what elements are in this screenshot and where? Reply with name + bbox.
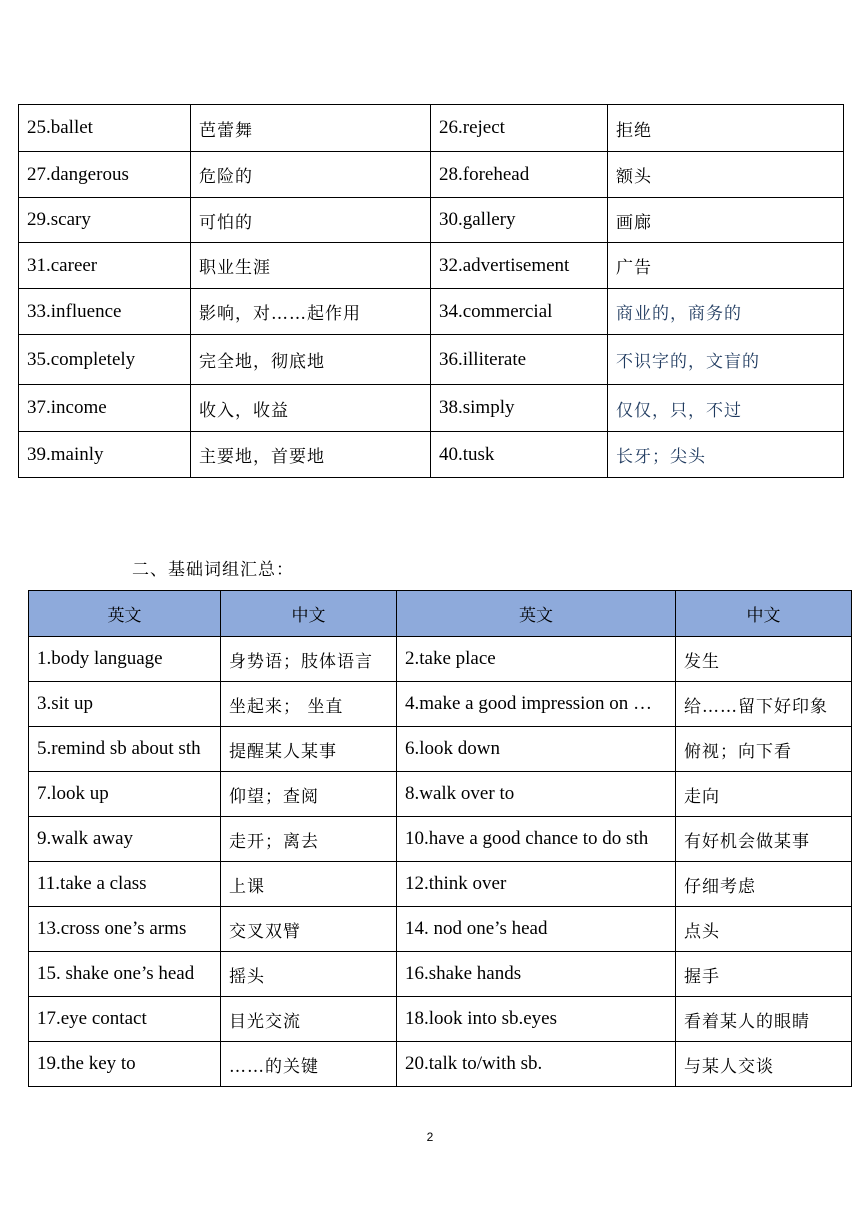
vocab-english: 25.ballet [19, 105, 191, 152]
vocab-row [19, 243, 844, 289]
phrase-chinese: 握手 [676, 952, 852, 997]
phrase-row [29, 772, 852, 817]
phrase-english: 3.sit up [29, 682, 221, 727]
vocab-english: 33.influence [19, 289, 191, 335]
phrase-chinese: 走开；离去 [221, 817, 397, 862]
phrase-row [29, 862, 852, 907]
phrase-row [29, 682, 852, 727]
section-heading: 二、基础词组汇总： [132, 560, 294, 580]
vocab-english: 32.advertisement [431, 243, 608, 289]
phrase-chinese: 目光交流 [221, 997, 397, 1042]
vocab-row [19, 152, 844, 198]
vocab-english: 27.dangerous [19, 152, 191, 198]
vocab-english: 31.career [19, 243, 191, 289]
vocab-row [19, 432, 844, 478]
phrase-chinese: 发生 [676, 637, 852, 682]
phrase-chinese: 与某人交谈 [676, 1042, 852, 1087]
phrase-english: 8.walk over to [397, 772, 676, 817]
phrase-row [29, 1042, 852, 1087]
phrase-row [29, 817, 852, 862]
phrase-chinese: ……的关键 [221, 1042, 397, 1087]
phrase-english: 18.look into sb.eyes [397, 997, 676, 1042]
vocab-english: 26.reject [431, 105, 608, 152]
vocab-chinese: 影响，对……起作用 [191, 289, 431, 335]
phrase-english: 4.make a good impression on … [397, 682, 676, 727]
phrase-english: 13.cross one’s arms [29, 907, 221, 952]
phrase-english: 11.take a class [29, 862, 221, 907]
phrase-english: 9.walk away [29, 817, 221, 862]
phrase-chinese: 仔细考虑 [676, 862, 852, 907]
vocab-chinese: 画廊 [608, 198, 844, 243]
vocab-table [18, 104, 844, 478]
phrase-english: 1.body language [29, 637, 221, 682]
vocab-row [19, 105, 844, 152]
vocab-english: 29.scary [19, 198, 191, 243]
phrase-english: 12.think over [397, 862, 676, 907]
vocab-row [19, 385, 844, 432]
phrase-english: 2.take place [397, 637, 676, 682]
phrase-chinese: 有好机会做某事 [676, 817, 852, 862]
phrase-chinese: 看着某人的眼睛 [676, 997, 852, 1042]
header-chinese-2: 中文 [676, 591, 852, 637]
phrase-row [29, 997, 852, 1042]
phrase-row [29, 727, 852, 772]
vocab-row [19, 289, 844, 335]
vocab-english: 39.mainly [19, 432, 191, 478]
phrase-english: 7.look up [29, 772, 221, 817]
phrase-chinese: 给……留下好印象 [676, 682, 852, 727]
vocab-chinese: 职业生涯 [191, 243, 431, 289]
phrase-english: 10.have a good chance to do sth [397, 817, 676, 862]
vocab-chinese: 额头 [608, 152, 844, 198]
vocab-english: 30.gallery [431, 198, 608, 243]
vocab-english: 38.simply [431, 385, 608, 432]
vocab-english: 28.forehead [431, 152, 608, 198]
vocab-chinese: 广告 [608, 243, 844, 289]
vocab-chinese: 可怕的 [191, 198, 431, 243]
vocab-chinese: 仅仅，只，不过 [608, 385, 844, 432]
header-english-1: 英文 [29, 591, 221, 637]
phrase-chinese: 俯视；向下看 [676, 727, 852, 772]
phrase-english: 5.remind sb about sth [29, 727, 221, 772]
vocab-chinese: 不识字的，文盲的 [608, 335, 844, 385]
vocab-row [19, 198, 844, 243]
vocab-english: 36.illiterate [431, 335, 608, 385]
vocab-chinese: 商业的，商务的 [608, 289, 844, 335]
header-chinese-1: 中文 [221, 591, 397, 637]
phrase-english: 16.shake hands [397, 952, 676, 997]
page-number: 2 [426, 1130, 434, 1144]
vocab-english: 40.tusk [431, 432, 608, 478]
phrase-english: 20.talk to/with sb. [397, 1042, 676, 1087]
phrase-chinese: 点头 [676, 907, 852, 952]
phrase-chinese: 交叉双臂 [221, 907, 397, 952]
phrase-chinese: 上课 [221, 862, 397, 907]
vocab-chinese: 拒绝 [608, 105, 844, 152]
phrase-chinese: 摇头 [221, 952, 397, 997]
vocab-chinese: 芭蕾舞 [191, 105, 431, 152]
phrase-row [29, 907, 852, 952]
vocab-english: 34.commercial [431, 289, 608, 335]
phrase-chinese: 提醒某人某事 [221, 727, 397, 772]
phrase-english: 6.look down [397, 727, 676, 772]
vocab-chinese: 长牙；尖头 [608, 432, 844, 478]
vocab-row [19, 335, 844, 385]
header-english-2: 英文 [397, 591, 676, 637]
phrase-chinese: 坐起来； 坐直 [221, 682, 397, 727]
phrase-chinese: 仰望；查阅 [221, 772, 397, 817]
vocab-chinese: 完全地，彻底地 [191, 335, 431, 385]
phrase-english: 19.the key to [29, 1042, 221, 1087]
phrase-english: 15. shake one’s head [29, 952, 221, 997]
vocab-chinese: 主要地，首要地 [191, 432, 431, 478]
header-row [29, 591, 852, 637]
phrase-row [29, 952, 852, 997]
phrase-chinese: 身势语；肢体语言 [221, 637, 397, 682]
phrases-table [28, 590, 852, 1087]
phrase-english: 14. nod one’s head [397, 907, 676, 952]
vocab-english: 37.income [19, 385, 191, 432]
phrase-chinese: 走向 [676, 772, 852, 817]
vocab-english: 35.completely [19, 335, 191, 385]
vocab-chinese: 收入，收益 [191, 385, 431, 432]
phrase-row [29, 637, 852, 682]
phrase-english: 17.eye contact [29, 997, 221, 1042]
vocab-chinese: 危险的 [191, 152, 431, 198]
